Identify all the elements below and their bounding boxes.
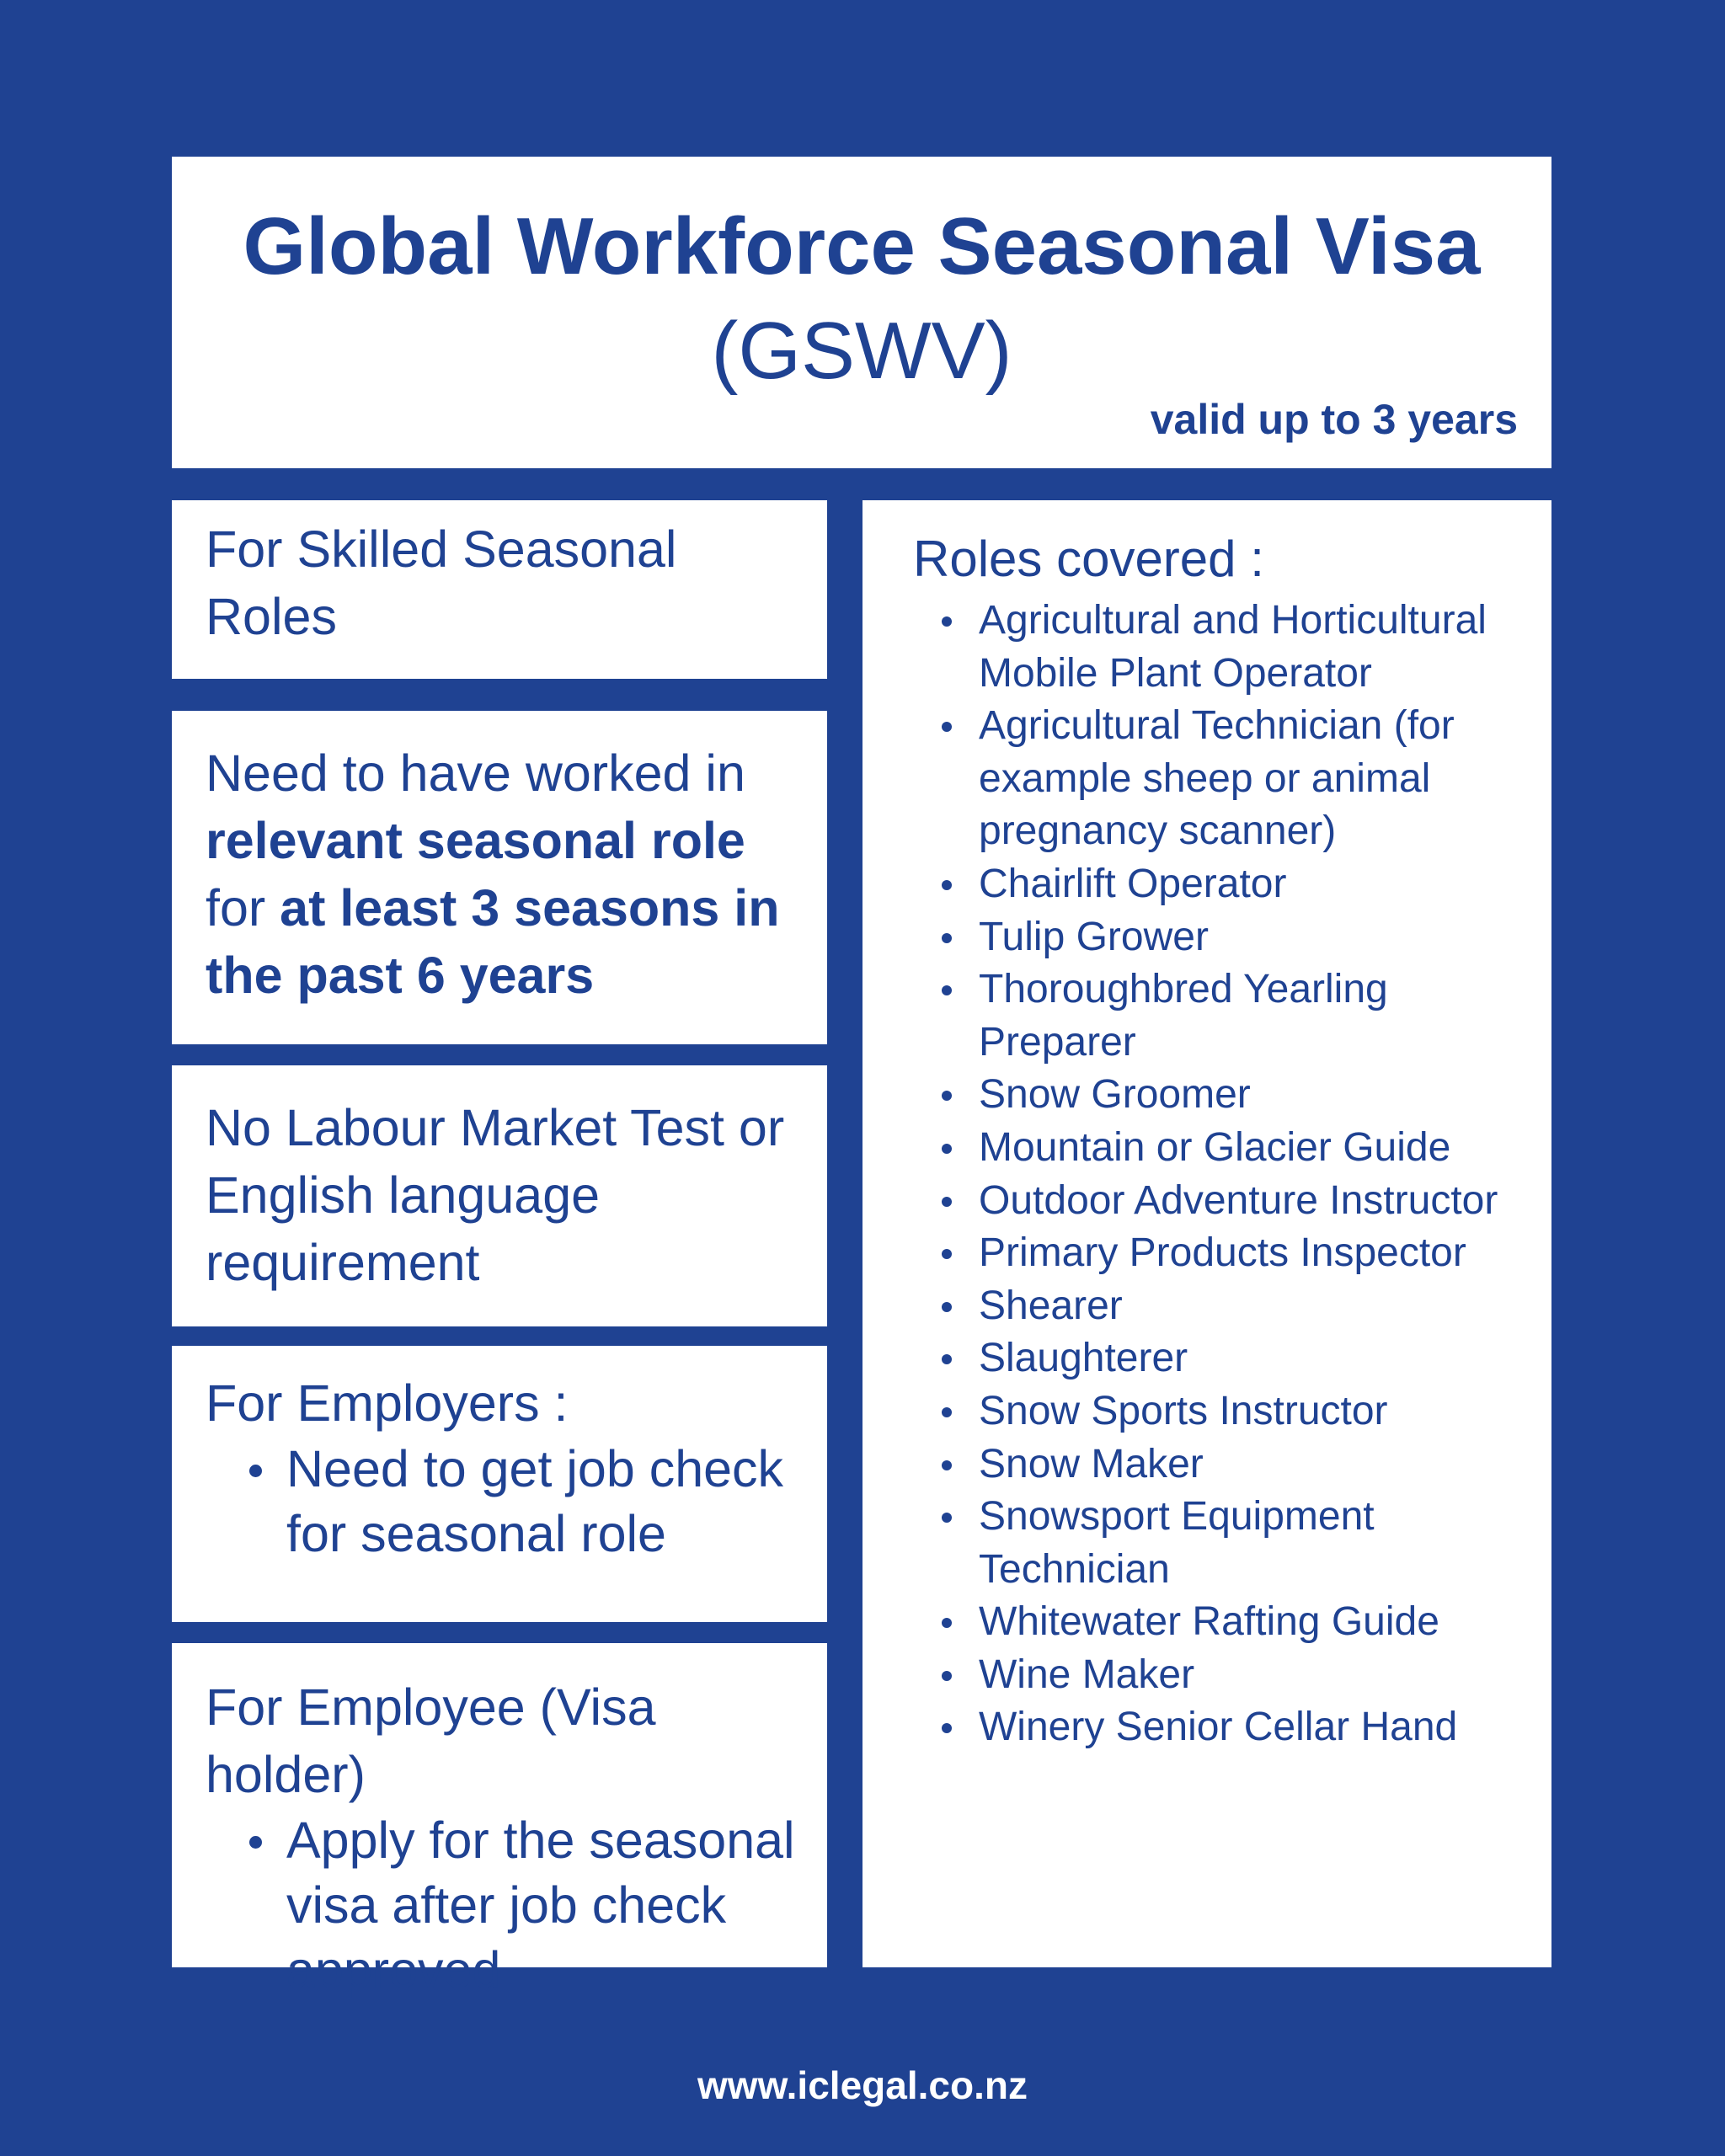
requirements-card [172,1065,827,1326]
role-text: Agricultural and Horticultural Mobile Plant Operator [979,598,1487,696]
employers-list [206,1437,807,1566]
list-item [862,1385,1535,1438]
bullet-icon [249,1465,262,1477]
list-item [862,1701,1535,1754]
roles-card [862,500,1551,1967]
role-text: Tulip Grower [979,914,1209,959]
experience-text-part2: relevant seasonal role [206,812,745,869]
role-text: Wine Maker [979,1652,1195,1697]
list-item [862,1227,1535,1280]
bullet-icon [942,1618,952,1628]
bullet-icon [942,1302,952,1312]
website-url[interactable]: www.iclegal.co.nz [697,2063,1028,2107]
bullet-icon [942,1249,952,1259]
role-text: Mountain or Glacier Guide [979,1124,1451,1170]
role-text: Snowsport Equipment Technician [979,1494,1375,1592]
role-text: Slaughterer [979,1336,1188,1381]
bullet-icon [942,933,952,943]
bullet-icon [942,1144,952,1154]
list-item [862,858,1535,911]
skilled-roles-card [172,500,827,679]
roles-heading: Roles covered : [913,531,1264,587]
employers-item-text: Need to get job check for seasonal role [286,1440,784,1562]
bullet-icon [942,985,952,995]
role-text: Snow Groomer [979,1072,1251,1118]
bullet-icon [942,722,952,732]
list-item [862,1438,1535,1492]
validity-note: valid up to 3 years [1150,396,1518,443]
bullet-icon [942,880,952,890]
list-item [862,700,1535,858]
role-text: Whitewater Rafting Guide [979,1599,1439,1645]
bullet-icon [942,616,952,627]
employee-item-text: Apply for the seasonal visa after job check approved [286,1812,795,1999]
role-text: Outdoor Adventure Instructor [979,1177,1498,1223]
employers-card [172,1346,827,1622]
role-text: Snow Maker [979,1441,1204,1486]
employee-heading: For Employee (Visa holder) [206,1678,656,1803]
role-text: Thoroughbred Yearling Preparer [979,967,1388,1065]
bullet-icon [942,1354,952,1364]
bullet-icon [942,1460,952,1470]
role-text: Primary Products Inspector [979,1230,1466,1276]
role-text: Chairlift Operator [979,861,1287,906]
list-item [862,911,1535,964]
employee-card [172,1643,827,1999]
requirements-text: No Labour Market Test or English language requirement [206,1099,785,1291]
list-item [862,1649,1535,1702]
experience-text [206,739,807,1009]
employers-section [206,1369,807,1566]
bullet-icon [942,1723,952,1733]
list-item [862,595,1535,700]
role-text: Winery Senior Cellar Hand [979,1705,1458,1750]
experience-text-part4: at least 3 seasons in the past 6 years [206,879,780,1004]
experience-text-part1: Need to have worked in [206,744,745,802]
list-item [862,963,1535,1069]
page-title: Global Workforce Seasonal Visa [243,201,1481,291]
list-item [862,1596,1535,1649]
experience-text-part3: for [206,879,280,937]
list-item [862,1332,1535,1385]
list-item [206,1808,807,2003]
list-item [862,1069,1535,1122]
bullet-icon [942,1671,952,1681]
page-subtitle: (GSWV) [711,306,1012,396]
skilled-roles-text: For Skilled Seasonal Roles [206,520,677,645]
employee-section [206,1673,807,2003]
employers-heading: For Employers : [206,1374,569,1432]
list-item [206,1437,807,1566]
list-item [862,1122,1535,1175]
list-item [862,1491,1535,1596]
bullet-icon [249,1836,262,1849]
roles-list [862,595,1535,1754]
role-text: Shearer [979,1283,1123,1328]
bullet-icon [942,1197,952,1207]
list-item [862,1175,1535,1228]
experience-card [172,711,827,1044]
list-item [862,1280,1535,1333]
bullet-icon [942,1091,952,1101]
title-card [172,157,1551,468]
role-text: Agricultural Technician (for example sheep or animal pregnancy scanner) [979,703,1455,854]
bullet-icon [942,1407,952,1417]
bullet-icon [942,1513,952,1523]
employee-list [206,1808,807,2003]
role-text: Snow Sports Instructor [979,1388,1388,1433]
